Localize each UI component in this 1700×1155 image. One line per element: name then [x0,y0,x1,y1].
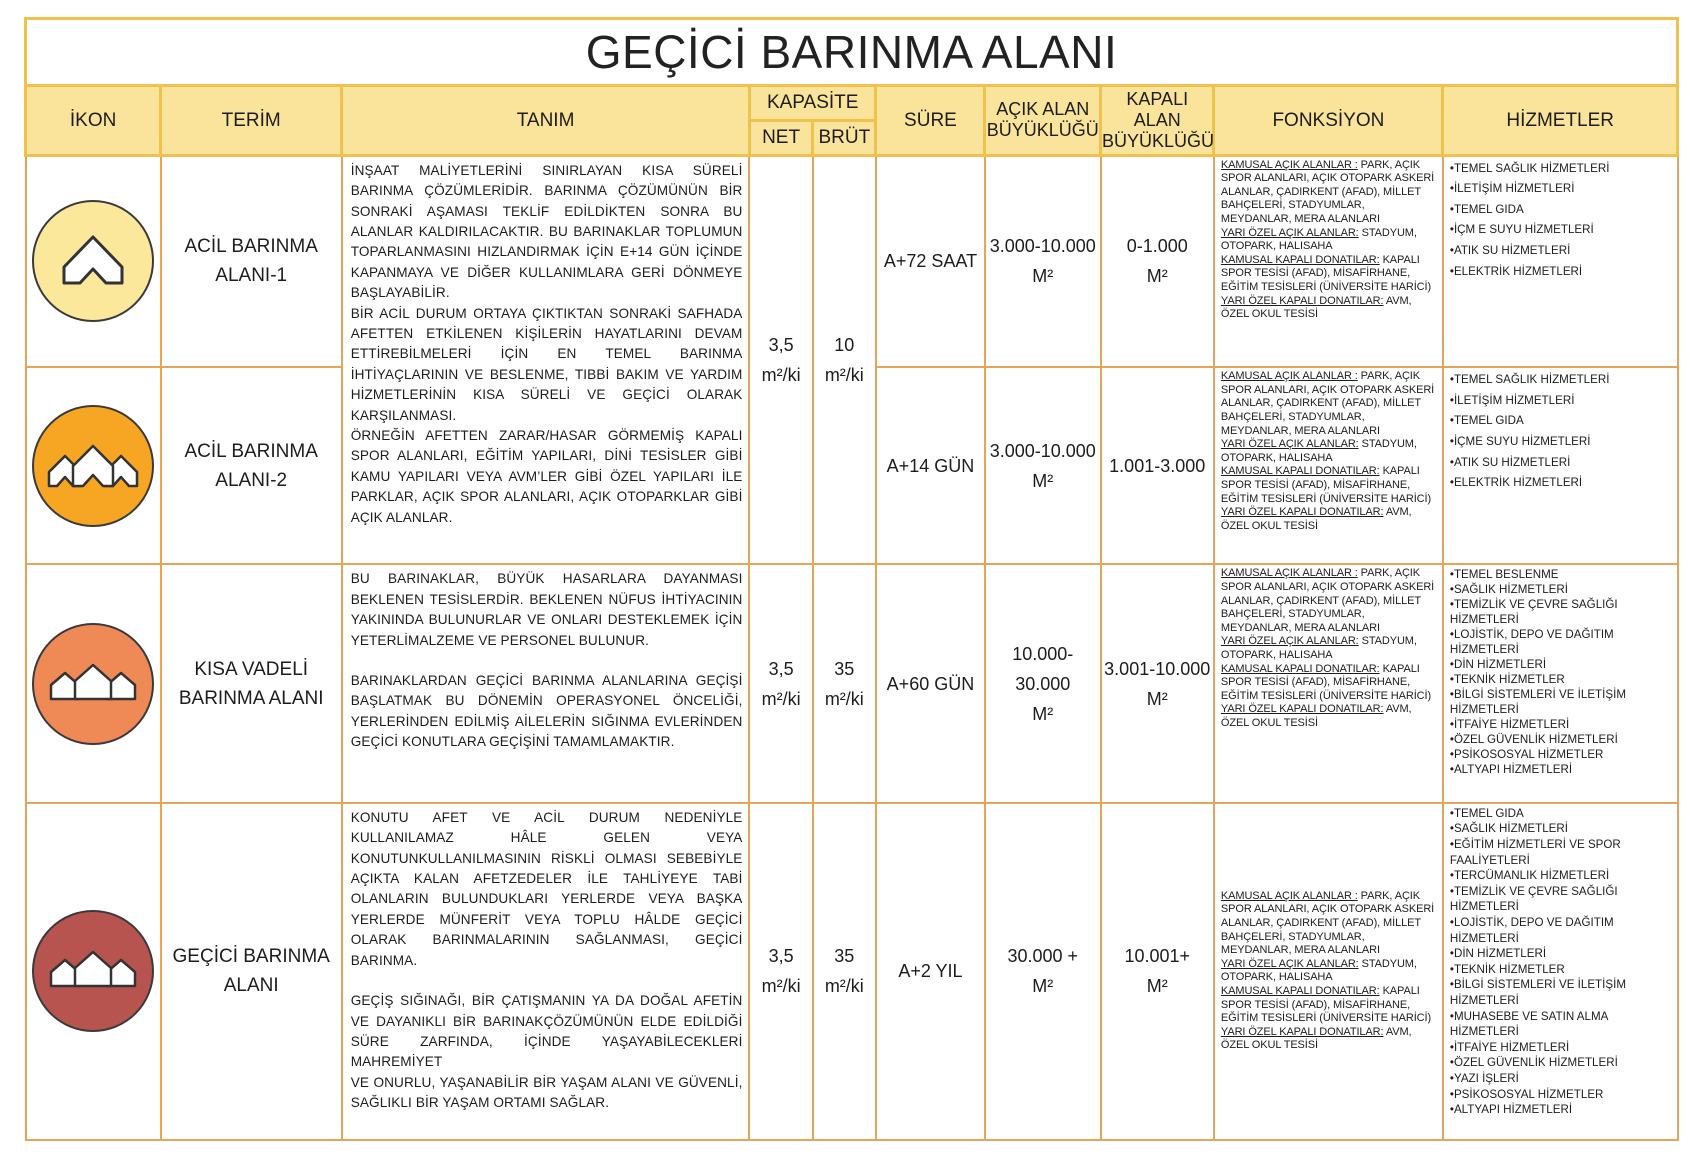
service-item: • TEKNİK HİZMETLER [1450,672,1673,687]
service-item: • BİLGİ SİSTEMLERİ VE İLETİŞİM HİZMETLERİ [1450,977,1673,1008]
closed-area-value: 3.001-10.000 [1104,658,1211,679]
service-item: • İTFAİYE HİZMETLERİ [1450,1040,1673,1056]
function-cell: KAMUSAL AÇIK ALANLAR : PARK, AÇIK SPOR ALANLARI, AÇIK OTOPARK ASKERİ ALANLAR, ÇADIRKENT (AFAD), MİLLET BAHÇELERİ, STADYUMLAR, MEYDANLAR, MERA ALANLARI YARI ÖZEL AÇIK ALANLAR: STADYUM, OTOPARK, HALISAHA KAMUSAL KAPALI DONATILAR: KAPALI SPOR TESİSİ (AFAD), MİSAFİRHANE, EĞİTİM TESİSLERİ (ÜNİVERSİTE HARİCİ) YARI ÖZEL KAPALI DONATILAR: AVM, ÖZEL OKUL TESİSİ [1214,155,1443,367]
service-item: • ALTYAPI HİZMETLERİ [1450,762,1673,777]
service-item: • TEMEL SAĞLIK HİZMETLERİ [1450,370,1673,391]
houses-icon [32,623,154,745]
service-item: • SAĞLIK HİZMETLERİ [1450,582,1673,597]
table-row [26,155,1678,367]
service-item: • DİN HİZMETLERİ [1450,657,1673,672]
gross-value: 10 [834,335,855,356]
term-line-1: ACİL BARINMA [184,440,318,462]
closed-area-unit: M² [1146,688,1168,709]
service-item: • İÇME SUYU HİZMETLERİ [1450,432,1673,453]
service-item: • SAĞLIK HİZMETLERİ [1450,821,1673,837]
services-cell [1443,803,1678,1140]
term-line-2: BARINMA ALANI [178,687,324,709]
service-item: • BİLGİ SİSTEMLERİ VE İLETİŞİM HİZMETLERİ [1450,687,1673,717]
service-item: • MUHASEBE VE SATIN ALMA HİZMETLERİ [1450,1009,1673,1040]
service-item: • TEMEL GIDA [1450,806,1673,822]
net-unit: m²/ki [761,365,801,386]
header-gross: BRÜT [813,120,876,155]
header-term: TERİM [161,85,342,155]
open-area-unit: M² [1032,266,1054,287]
gross-unit: m²/ki [824,365,864,386]
service-item: • İÇM E SUYU HİZMETLERİ [1450,220,1673,241]
service-item: • LOJİSTİK, DEPO VE DAĞITIM HİZMETLERİ [1450,915,1673,946]
gross-value: 35 [834,658,855,679]
net-unit: m²/ki [761,688,801,709]
service-item: • İTFAİYE HİZMETLERİ [1450,717,1673,732]
service-item: • ÖZEL GÜVENLİK HİZMETLERİ [1450,732,1673,747]
open-area-unit: M² [1032,976,1054,997]
service-item: • İLETİŞİM HİZMETLERİ [1450,179,1673,200]
service-item: • TEKNİK HİZMETLER [1450,962,1673,978]
duration: A+2 YIL [876,803,985,1140]
service-item: • ÖZEL GÜVENLİK HİZMETLERİ [1450,1055,1673,1071]
service-item: • ELEKTRİK HİZMETLERİ [1450,473,1673,494]
service-item: • ATIK SU HİZMETLERİ [1450,241,1673,262]
service-item: • PSİKOSOSYAL HİZMETLER [1450,747,1673,762]
header-duration: SÜRE [876,85,985,155]
service-item: • EĞİTİM HİZMETLERİ VE SPOR FAALİYETLERİ [1450,837,1673,868]
table-row [26,803,1678,1140]
single-tent-icon [32,200,154,322]
table-row [26,564,1678,803]
service-item: • TEMEL BESLENME [1450,567,1673,582]
term-line-1: KISA VADELİ [194,658,309,680]
service-item: • ATIK SU HİZMETLERİ [1450,453,1673,474]
service-item: • DİN HİZMETLERİ [1450,946,1673,962]
service-item: • YAZI İŞLERİ [1450,1071,1673,1087]
term-line-2: ALANI-1 [215,265,288,287]
net-value: 3,5 [768,946,794,967]
shelter-table-sheet [24,17,1679,1141]
service-item: • TEMEL SAĞLIK HİZMETLERİ [1450,159,1673,180]
function-cell: KAMUSAL AÇIK ALANLAR : PARK, AÇIK SPOR ALANLARI, AÇIK OTOPARK ASKERİ ALANLAR, ÇADIRKENT (AFAD), MİLLET BAHÇELERİ, STADYUMLAR, MEYDANLAR, MERA ALANLARI YARI ÖZEL AÇIK ALANLAR: STADYUM, OTOPARK, HALISAHA KAMUSAL KAPALI DONATILAR: KAPALI SPOR TESİSİ (AFAD), MİSAFİRHANE, EĞİTİM TESİSLERİ (ÜNİVERSİTE HARİCİ) YARI ÖZEL KAPALI DONATILAR: AVM, ÖZEL OKUL TESİSİ [1214,803,1443,1140]
open-area-value: 30.000 + [1007,946,1079,967]
service-item: • TEMİZLİK VE ÇEVRE SAĞLIĞI HİZMETLERİ [1450,884,1673,915]
service-item: • ELEKTRİK HİZMETLERİ [1450,262,1673,283]
term-line-1: ACİL BARINMA [184,236,318,258]
service-item: • LOJİSTİK, DEPO VE DAĞITIM HİZMETLERİ [1450,627,1673,657]
open-area-unit: M² [1032,470,1054,491]
term-line-1: GEÇİCİ BARINMA [172,946,330,968]
definition-temporary: KONUTU AFET VE ACİL DURUM NEDENİYLE KULLANILAMAZ HÂLE GELEN VEYA KONUTUNKULLANILMASININ RİSKLİ OLMASI SEBEBİYLE AÇIKTA KALAN AFETZEDELER İLE TAHLİYEYE TABİ OLANLARIN BULUNDUKLARI YERLERDE VEYA BAŞKA YERLERDE MÜNFERİT VEYA TOPLU HÂLDE GEÇİCİ OLARAK BARINMALARININ SAĞLANMASI, GEÇİCİ BARINMA. GEÇİŞ SIĞINAĞI, BİR ÇATIŞMANIN YA DA DOĞAL AFETİN VE DAYANIKLI BİR BARINAKÇÖZÜMÜNÜN ELDE EDİLDİĞİ SÜRE ZARFINDA, İÇİNDE YAŞAYABİLECEKLERİ MAHREMİYET VE ONURLU, YAŞANABİLİR BİR YAŞAM ALANI VE GÜVENLİ, SAĞLIKLI BİR YAŞAM ORTAMI SAĞLAR. [342,803,750,1140]
open-area-value: 3.000-10.000 [989,440,1096,461]
duration: A+14 GÜN [876,367,985,564]
services-cell [1443,155,1678,367]
header-function: FONKSİYON [1214,85,1443,155]
header-services: HİZMETLER [1443,85,1678,155]
service-item: • TEMEL GIDA [1450,411,1673,432]
definition-short-term: BU BARINAKLAR, BÜYÜK HASARLARA DAYANMASI BEKLENEN TESİSLERDİR. BEKLENEN NÜFUS İHTİYACININ YAKININDA BULUNURLAR VE ONLARI DESTEKLEMEK İÇİN YETERLİMALZEME VE PERSONEL BULUNUR. BARINAKLARDAN GEÇİCİ BARINMA ALANLARINA GEÇİŞİ BAŞLATMAK BU DÖNEMİN OPERASYONEL ÖNCELİĞİ, YERLERİNDEN EDİLMİŞ AİLELERİN SIĞINMA EVLERİNDEN GEÇİCİ KONUTLARA GEÇİŞİNİ TAMAMLAMAKTIR. [342,564,750,803]
header-closed-area: KAPALI ALAN BÜYÜKLÜĞÜ [1101,85,1214,155]
page-title: GEÇİCİ BARINMA ALANI [26,19,1678,86]
closed-area-unit: M² [1146,266,1168,287]
open-area-value: 10.000-30.000 [1012,643,1074,694]
duration: A+60 GÜN [876,564,985,803]
net-value: 3,5 [768,658,794,679]
service-item: • TEMİZLİK VE ÇEVRE SAĞLIĞI HİZMETLERİ [1450,597,1673,627]
services-cell [1443,367,1678,564]
header-net: NET [749,120,812,155]
houses-icon [32,910,154,1032]
tents-icon [32,405,154,527]
gross-value: 35 [834,946,855,967]
header-capacity: KAPASİTE [749,85,875,120]
closed-area-value: 0-1.000 [1126,236,1188,257]
header-definition: TANIM [342,85,750,155]
service-item: • ALTYAPI HİZMETLERİ [1450,1102,1673,1118]
header-open-area: AÇIK ALAN BÜYÜKLÜĞÜ [985,85,1101,155]
net-unit: m²/ki [761,976,801,997]
gross-unit: m²/ki [824,976,864,997]
net-value: 3,5 [768,335,794,356]
header-icon: İKON [26,85,161,155]
services-cell [1443,564,1678,803]
service-item: • TERCÜMANLIK HİZMETLERİ [1450,868,1673,884]
closed-area-value: 10.001+ [1124,946,1191,967]
closed-area-unit: M² [1146,976,1168,997]
term-line-2: ALANI [223,975,279,997]
closed-area-value: 1.001-3.000 [1109,455,1206,476]
definition-emergency: İNŞAAT MALİYETLERİNİ SINIRLAYAN KISA SÜRELİ BARINMA ÇÖZÜMLERİDİR. BARINMA ÇÖZÜMÜNÜN BİR SONRAKİ AŞAMASI TEKLİF EDİLDİKTEN SONRA BU ALANLAR KALDIRILACAKTIR. BU BARINAKLAR TOPLUMUN TOPARLANMASINI HIZLANDIRMAK İÇİN E+14 GÜN İÇİNDE KAPANMAYA VE DİĞER KULLANIMLARA GERİ DÖNMEYE BAŞLAYABİLİR. BİR ACİL DURUM ORTAYA ÇIKTIKTAN SONRAKİ SAFHADA AFETTEN ETKİLENEN KİŞİLERİN HAYATLARINI DEVAM ETTİREBİLMELERİ İÇİN EN TEMEL BARINMA İHTİYAÇLARININ VE BESLENME, TIBBİ BAKIM VE YARDIM HİZMETLERİNİN KISA SÜRELİ VE GEÇİCİ OLARAK KARŞILANMASI. ÖRNEĞİN AFETTEN ZARAR/HASAR GÖRMEMİŞ KAPALI SPOR ALANLARI, EĞİTİM YAPILARI, DİNİ TESİSLER GİBİ KAMU YAPILARI VEYA AVM’LER GİBİ ÖZEL YAPILARI İLE PARKLAR, AÇIK SPOR ALANLARI, AÇIK OTOPARKLAR GİBİ AÇIK ALANLAR. [342,155,750,564]
function-cell: KAMUSAL AÇIK ALANLAR : PARK, AÇIK SPOR ALANLARI, AÇIK OTOPARK ASKERİ ALANLAR, ÇADIRKENT (AFAD), MİLLET BAHÇELERİ, STADYUMLAR, MEYDANLAR, MERA ALANLARI YARI ÖZEL AÇIK ALANLAR: STADYUM, OTOPARK, HALISAHA KAMUSAL KAPALI DONATILAR: KAPALI SPOR TESİSİ (AFAD), MİSAFİRHANE, EĞİTİM TESİSLERİ (ÜNİVERSİTE HARİCİ) YARI ÖZEL KAPALI DONATILAR: AVM, ÖZEL OKUL TESİSİ [1214,367,1443,564]
shelter-table [24,17,1679,1141]
duration: A+72 SAAT [876,155,985,367]
service-item: • PSİKOSOSYAL HİZMETLER [1450,1087,1673,1103]
term-line-2: ALANI-2 [215,469,288,491]
open-area-unit: M² [1032,703,1054,724]
service-item: • İLETİŞİM HİZMETLERİ [1450,391,1673,412]
open-area-value: 3.000-10.000 [989,236,1096,257]
gross-unit: m²/ki [824,688,864,709]
service-item: • TEMEL GIDA [1450,200,1673,221]
function-cell: KAMUSAL AÇIK ALANLAR : PARK, AÇIK SPOR ALANLARI, AÇIK OTOPARK ASKERİ ALANLAR, ÇADIRKENT (AFAD), MİLLET BAHÇELERİ, STADYUMLAR, MEYDANLAR, MERA ALANLARI YARI ÖZEL AÇIK ALANLAR: STADYUM, OTOPARK, HALISAHA KAMUSAL KAPALI DONATILAR: KAPALI SPOR TESİSİ (AFAD), MİSAFİRHANE, EĞİTİM TESİSLERİ (ÜNİVERSİTE HARİCİ) YARI ÖZEL KAPALI DONATILAR: AVM, ÖZEL OKUL TESİSİ [1214,564,1443,803]
